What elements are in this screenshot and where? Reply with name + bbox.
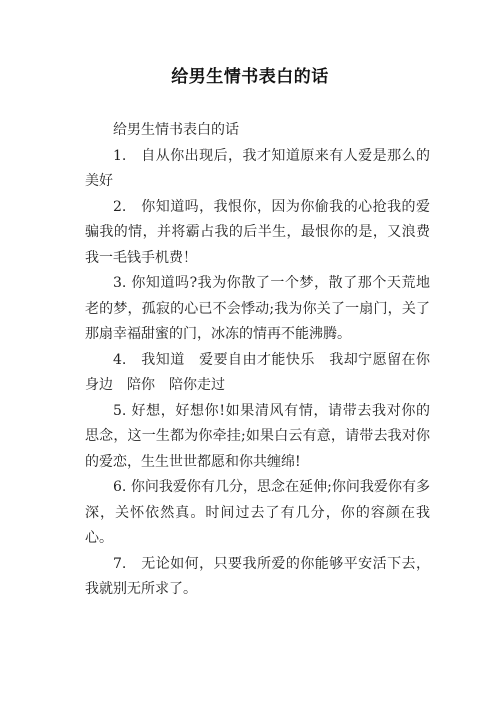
page-title: 给男生情书表白的话 [171,67,329,87]
paragraph: 6. 你问我爱你有几分，思念在延伸;你问我爱你有多深，关怀依然真。时间过去了有几分，你的容颜在我心。 [85,479,430,546]
paragraph: 3. 你知道吗?我为你散了一个梦，散了那个天荒地老的梦，孤寂的心已不会悸动;我为你关了一扇门，关了那扇幸福甜蜜的门，冰冻的情再不能沸腾。 [85,275,430,342]
paragraph: 给男生情书表白的话 [113,122,239,138]
paragraph: 2. 你知道吗，我恨你，因为你偷我的心抢我的爱骗我的情，并将霸占我的后半生，最恨你的是，又浪费我一毛钱手机费！ [85,198,430,266]
paragraph: 4. 我知道 爱要自由才能快乐 我却宁愿留在你身边 陪你 陪你走过 [85,351,430,393]
paragraph: 1. 自从你出现后，我才知道原来有人爱是那么的美好 [85,147,430,189]
paragraph: 5. 好想，好想你!如果清风有情，请带去我对你的思念，这一生都为你牵挂;如果白云有意，请带去我对你的爱恋，生生世世都愿和你共缠绵! [85,402,430,470]
paragraph: 7. 无论如何，只要我所爱的你能够平安活下去，我就别无所求了。 [85,555,430,597]
document-body [85,118,430,603]
